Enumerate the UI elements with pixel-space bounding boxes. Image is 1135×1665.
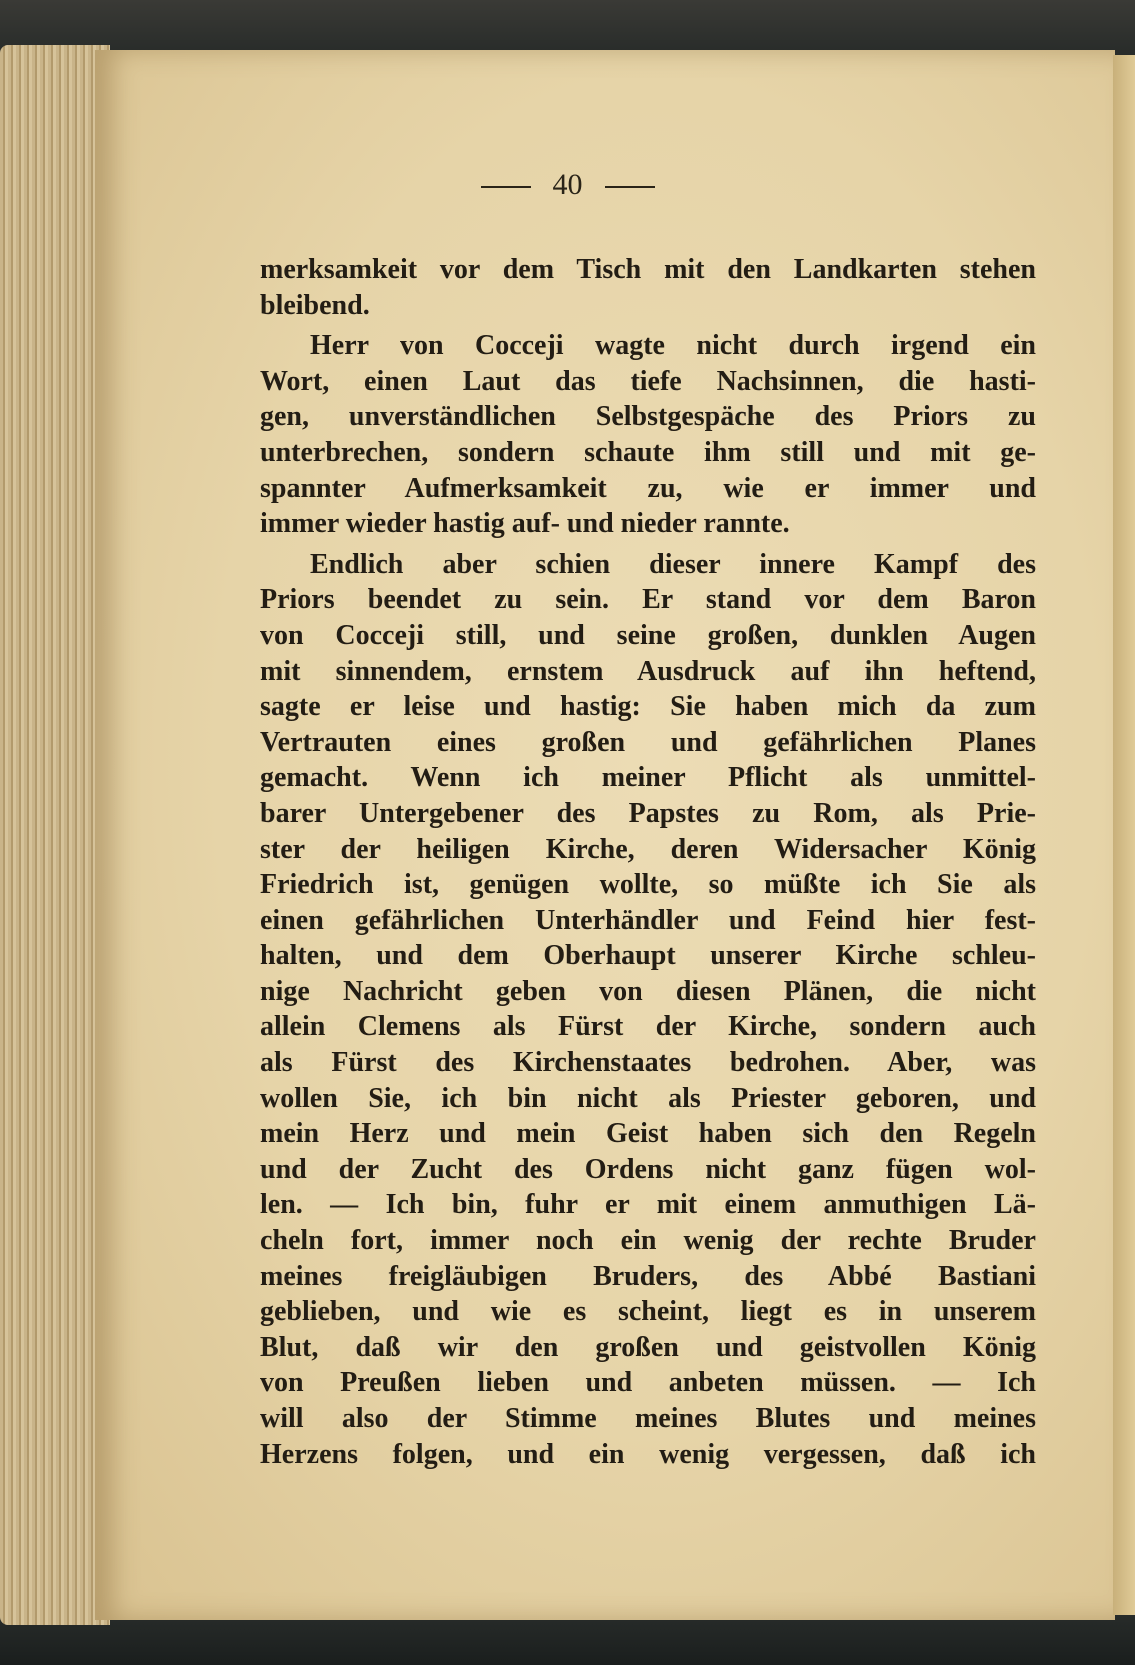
page-number bbox=[0, 168, 1135, 202]
text-line: halten, und dem Oberhaupt unserer Kirche schleu- bbox=[260, 940, 1036, 972]
text-line: sagte er leise und hastig: Sie haben mich da zum bbox=[260, 691, 1036, 723]
page-edges-left bbox=[0, 45, 110, 1625]
paragraph bbox=[260, 328, 1036, 542]
text-line: von Preußen lieben und anbeten müssen. — Ich bbox=[260, 1367, 1036, 1399]
text-line: wollen Sie, ich bin nicht als Priester geboren, und bbox=[260, 1082, 1036, 1114]
text-line: unterbrechen, sondern schaute ihm still und mit ge- bbox=[260, 436, 1036, 468]
text-line: gen, unverständlichen Selbstgespäche des Priors zu bbox=[260, 401, 1036, 433]
text-line: allein Clemens als Fürst der Kirche, sondern auch bbox=[260, 1011, 1036, 1043]
text-line: cheln fort, immer noch ein wenig der rechte Bruder bbox=[260, 1225, 1036, 1257]
text-line: einen gefährlichen Unterhändler und Feind hier fest- bbox=[260, 904, 1036, 936]
text-line: spannter Aufmerksamkeit zu, wie er immer und bbox=[260, 472, 1036, 504]
page-number-text: 40 bbox=[552, 168, 583, 201]
paragraph bbox=[260, 252, 1036, 323]
body-text bbox=[260, 252, 1036, 1477]
text-line: meines freigläubigen Bruders, des Abbé Bastiani bbox=[260, 1260, 1036, 1292]
dash-left bbox=[481, 186, 531, 188]
text-line: mit sinnendem, ernstem Ausdruck auf ihn heftend, bbox=[260, 655, 1036, 687]
text-line: len. — Ich bin, fuhr er mit einem anmuthigen Lä- bbox=[260, 1189, 1036, 1221]
dash-right bbox=[605, 186, 655, 188]
text-line: gemacht. Wenn ich meiner Pflicht als unmittel- bbox=[260, 762, 1036, 794]
text-line: geblieben, und wie es scheint, liegt es in unserem bbox=[260, 1296, 1036, 1328]
paragraph bbox=[260, 547, 1036, 1472]
text-line: als Fürst des Kirchenstaates bedrohen. Aber, was bbox=[260, 1047, 1036, 1079]
text-line: Herzens folgen, und ein wenig vergessen, daß ich bbox=[260, 1438, 1036, 1470]
text-line: Endlich aber schien dieser innere Kampf des bbox=[310, 548, 1036, 580]
text-line: bleibend. bbox=[260, 289, 370, 321]
text-line: Friedrich ist, genügen wollte, so müßte ich Sie als bbox=[260, 869, 1036, 901]
text-line: von Cocceji still, und seine großen, dunklen Augen bbox=[260, 619, 1036, 651]
page-edge-right bbox=[1113, 55, 1135, 1615]
text-line: barer Untergebener des Papstes zu Rom, als Prie- bbox=[260, 797, 1036, 829]
text-line: Wort, einen Laut das tiefe Nachsinnen, die hasti- bbox=[260, 365, 1036, 397]
text-line: merksamkeit vor dem Tisch mit den Landkarten stehen bbox=[260, 254, 1036, 285]
text-line: ster der heiligen Kirche, deren Widersacher König bbox=[260, 833, 1036, 865]
text-line: Priors beendet zu sein. Er stand vor dem Baron bbox=[260, 584, 1036, 616]
text-line: immer wieder hastig auf- und nieder rannte. bbox=[260, 508, 790, 540]
text-line: Vertrauten eines großen und gefährlichen Planes bbox=[260, 726, 1036, 758]
text-line: Herr von Cocceji wagte nicht durch irgend ein bbox=[310, 330, 1036, 362]
text-line: mein Herz und mein Geist haben sich den Regeln bbox=[260, 1118, 1036, 1150]
text-line: will also der Stimme meines Blutes und meines bbox=[260, 1403, 1036, 1434]
text-line: Blut, daß wir den großen und geistvollen König bbox=[260, 1331, 1036, 1363]
text-line: und der Zucht des Ordens nicht ganz fügen wol- bbox=[260, 1153, 1036, 1185]
text-line: nige Nachricht geben von diesen Plänen, die nicht bbox=[260, 975, 1036, 1007]
